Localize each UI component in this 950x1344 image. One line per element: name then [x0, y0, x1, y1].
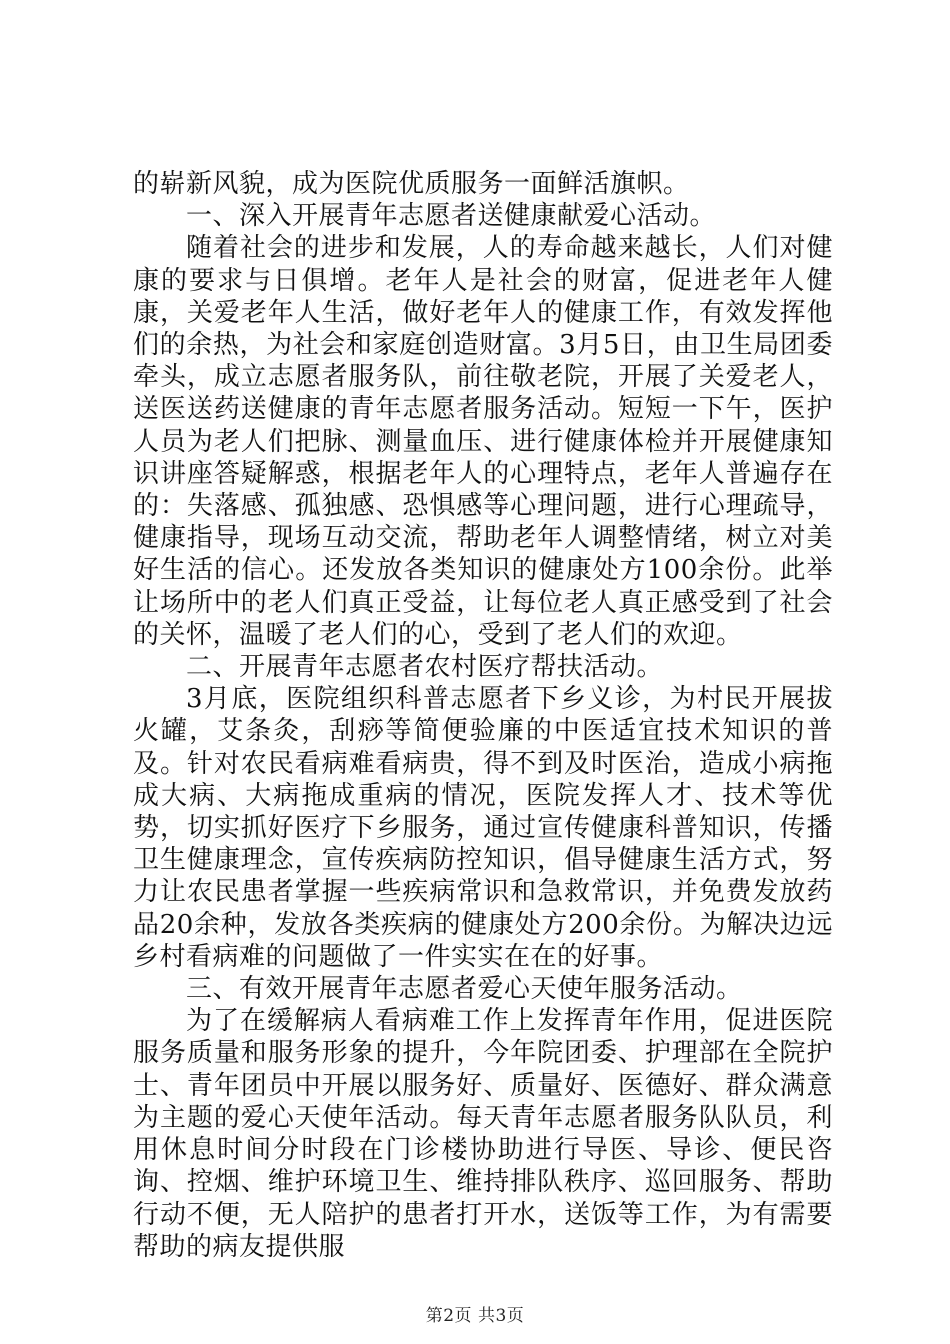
page-number-footer: 第2页 共3页 [425, 1306, 525, 1326]
paragraph-section-3: 为了在缓解病人看病难工作上发挥青年作用，促进医院服务质量和服务形象的提升，今年院团委、护理部在全院护士、青年团员中开展以服务好、质量好、医德好、群众满意为主题的爱心天使年活动。每天青年志愿者服务队队员，利用休息时间分时段在门诊楼协助进行导医、导诊、便民咨询、控烟、维护环境卫生、维持排队秩序、巡回服务、帮助行动不便，无人陪护的患者打开水，送饭等工作，为有需要帮助的病友提供服 [133, 1006, 833, 1262]
section-heading-3: 三、有效开展青年志愿者爱心天使年服务活动。 [186, 974, 743, 1005]
paragraph-section-2: 3月底，医院组织科普志愿者下乡义诊，为村民开展拔火罐，艾条灸，刮痧等简便验廉的中医适宜技术知识的普及。针对农民看病难看病贵，得不到及时医治，造成小病拖成大病、大病拖成重病的情况，医院发挥人才、技术等优势，切实抓好医疗下乡服务，通过宣传健康科普知识，传播卫生健康理念，宣传疾病防控知识，倡导健康生活方式，努力让农民患者掌握一些疾病常识和急救常识，并免费发放药品20余种，发放各类疾病的健康处方200余份。为解决边远乡村看病难的问题做了一件实实在在的好事。 [133, 684, 833, 972]
paragraph-section-1: 随着社会的进步和发展，人的寿命越来越长，人们对健康的要求与日俱增。老年人是社会的财富，促进老年人健康，关爱老年人生活，做好老年人的健康工作，有效发挥他们的余热，为社会和家庭创造财富。3月5日，由卫生局团委牵头，成立志愿者服务队，前往敬老院，开展了关爱老人，送医送药送健康的青年志愿者服务活动。短短一下午，医护人员为老人们把脉、测量血压、进行健康体检并开展健康知识讲座答疑解惑，根据老年人的心理特点，老年人普遍存在的：失落感、孤独感、恐惧感等心理问题，进行心理疏导，健康指导，现场互动交流，帮助老年人调整情绪，树立对美好生活的信心。还发放各类知识的健康处方100余份。此举让场所中的老人们真正受益，让每位老人真正感受到了社会的关怀，温暖了老人们的心，受到了老人们的欢迎。 [133, 233, 833, 650]
section-heading-2: 二、开展青年志愿者农村医疗帮扶活动。 [186, 652, 664, 683]
document-body [133, 168, 833, 1263]
section-heading-1: 一、深入开展青年志愿者送健康献爱心活动。 [186, 201, 717, 232]
paragraph-continuation: 的崭新风貌，成为医院优质服务一面鲜活旗帜。 [133, 169, 690, 199]
